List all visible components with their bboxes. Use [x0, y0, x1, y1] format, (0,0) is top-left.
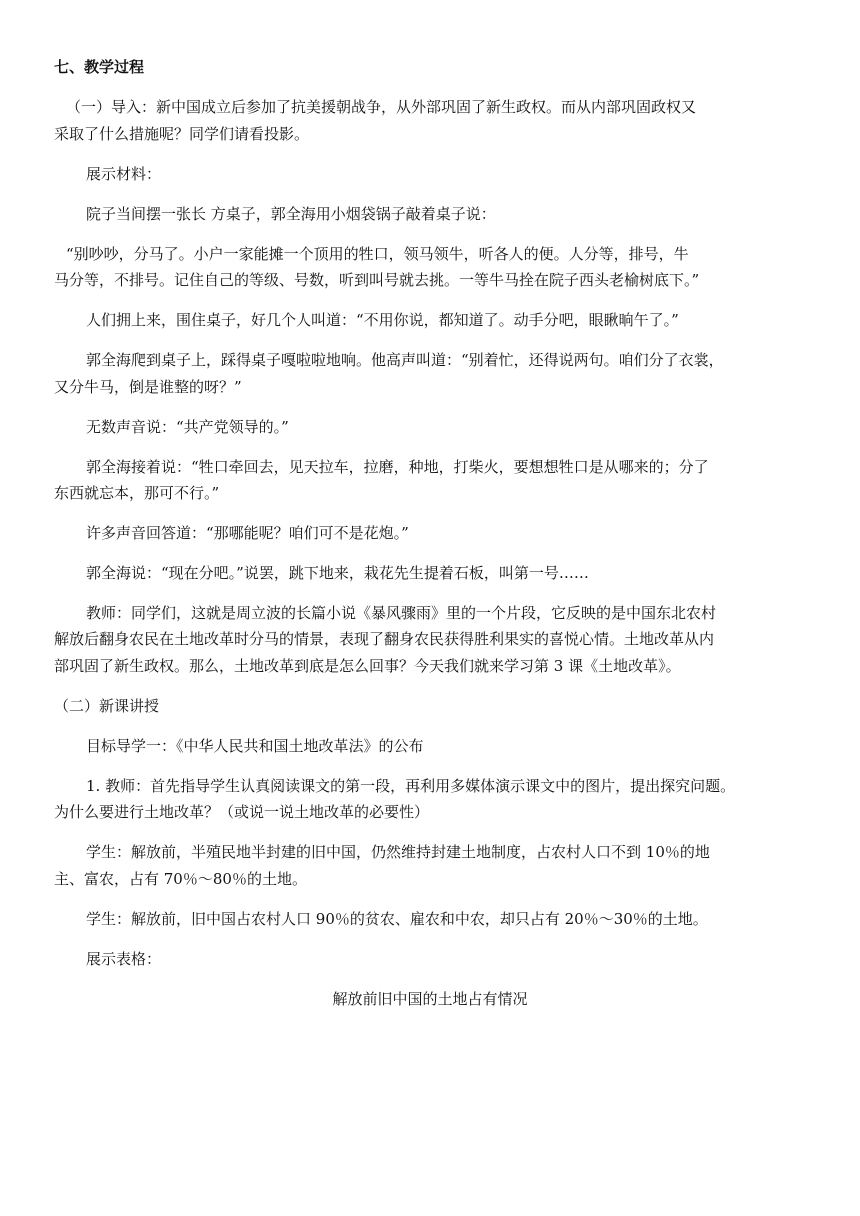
- paragraph-student-2: 学生：解放前，旧中国占农村人口 90％的贫农、雇农和中农，却只占有 20％～30％的土地。: [86, 910, 708, 928]
- paragraph-quote-1-line-2: 马分等，不排号。记住自己的等级、号数，听到叫号就去挑。一等牛马拴在院子西头老榆树底下。”: [54, 271, 700, 289]
- paragraph-intro-line-2: 采取了什么措施呢？同学们请看投影。: [54, 125, 310, 143]
- paragraph-show-material: 展示材料：: [86, 165, 162, 183]
- paragraph-quote-1-line-1: “别吵吵，分马了。小户一家能摊一个顶用的牲口，领马领牛，听各人的便。人分等，排号，牛: [66, 245, 689, 263]
- paragraph-teacher-line-2: 解放后翻身农民在土地改革时分马的情景，表现了翻身农民获得胜利果实的喜悦心情。土地改革从内: [54, 630, 715, 648]
- paragraph-table-climb-line-2: 又分牛马，倒是谁整的呀？”: [54, 378, 242, 396]
- paragraph-guide-line-1: 1. 教师：首先指导学生认真阅读课文的第一段，再利用多媒体演示课文中的图片，提出探究问题。: [86, 777, 736, 795]
- paragraph-show-table: 展示表格：: [86, 950, 162, 968]
- paragraph-student-1-line-2: 主、富农，占有 70％～80％的土地。: [54, 870, 307, 888]
- paragraph-continue-line-1: 郭全海接着说：“牲口牵回去，见天拉车，拉磨，种地，打柴火，要想想牲口是从哪来的；分了: [86, 458, 709, 476]
- paragraph-voices: 无数声音说：“共产党领导的。”: [86, 418, 289, 436]
- paragraph-table-climb-line-1: 郭全海爬到桌子上，踩得桌子嘎啦啦地响。他高声叫道：“别着忙，还得说两句。咱们分了衣裳，: [86, 351, 724, 369]
- paragraph-student-1-line-1: 学生：解放前，半殖民地半封建的旧中国，仍然维持封建土地制度，占农村人口不到 10％的地: [86, 843, 710, 861]
- section-title: 七、教学过程: [54, 58, 145, 76]
- table-caption: 解放前旧中国的土地占有情况: [332, 990, 528, 1008]
- paragraph-teacher-line-1: 教师：同学们，这就是周立波的长篇小说《暴风骤雨》里的一个片段，它反映的是中国东北农村: [86, 604, 717, 622]
- paragraph-reply: 许多声音回答道：“那哪能呢？咱们可不是花炮。”: [86, 524, 409, 542]
- paragraph-objective-1: 目标导学一：《中华人民共和国土地改革法》的公布: [86, 737, 424, 755]
- paragraph-courtyard: 院子当间摆一张长 方桌子，郭全海用小烟袋锅子敲着桌子说：: [86, 205, 496, 223]
- paragraph-divide-now: 郭全海说：“现在分吧。”说罢，跳下地来，栽花先生提着石板，叫第一号……: [86, 564, 589, 582]
- paragraph-continue-line-2: 东西就忘本，那可不行。”: [54, 484, 220, 502]
- paragraph-intro-line-1: （一）导入：新中国成立后参加了抗美援朝战争，从外部巩固了新生政权。而从内部巩固政权又: [66, 98, 697, 116]
- paragraph-crowd: 人们拥上来，围住桌子，好几个人叫道：“不用你说，都知道了。动手分吧，眼瞅晌午了。”: [86, 311, 679, 329]
- subsection-new-lesson: （二）新课讲授: [54, 697, 160, 715]
- paragraph-teacher-line-3: 部巩固了新生政权。那么，土地改革到底是怎么回事？今天我们就来学习第 3 课《土地改革》。: [54, 657, 681, 675]
- paragraph-guide-line-2: 为什么要进行土地改革？（或说一说土地改革的必要性）: [54, 803, 430, 821]
